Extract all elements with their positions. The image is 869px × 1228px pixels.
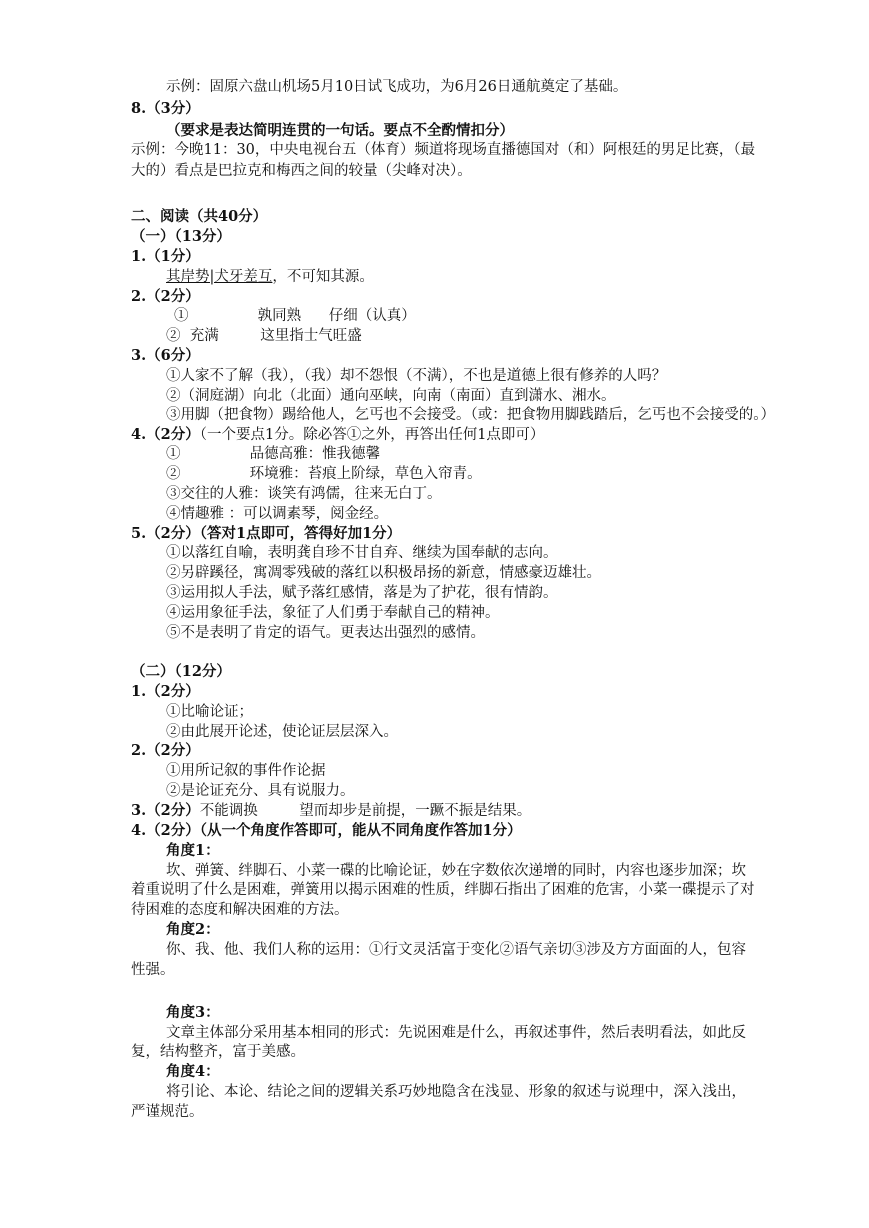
answer-rest: ，不可知其源。 <box>272 269 374 285</box>
answer-line: ② 充满 这里指士气旺盛 <box>166 328 362 344</box>
answer-line: ②（洞庭湖）向北（北面）通向巫峡，向南（南面）直到潇水、湘水。 <box>166 388 616 404</box>
answer-line: 严谨规范。 <box>131 1104 204 1120</box>
answer-line: ①以落红自喻，表明龚自珍不甘自弃、继续为国奉献的志向。 <box>166 545 558 561</box>
answer-text: 不能调换 望而却步是前提，一蹶不振是结果。 <box>199 803 532 819</box>
answer-line: ⑤不是表明了肯定的语气。更表达出强烈的感情。 <box>166 625 485 641</box>
angle-title: 角度2： <box>166 921 220 938</box>
example-text: 示例：固原六盘山机场5月10日试飞成功，为6月26日通航奠定了基础。 <box>166 79 628 95</box>
question-heading-line <box>131 801 531 821</box>
underlined-phrase: 其岸势|犬牙差互 <box>166 269 273 285</box>
question-heading: 1.（1分） <box>131 248 200 265</box>
requirement-note: （要求是表达简明连贯的一句话。要点不全酌情扣分） <box>166 122 514 139</box>
example-text: 大的）看点是巴拉克和梅西之间的较量（尖峰对决）。 <box>131 163 472 179</box>
answer-line: ① 孰同熟 仔细（认真） <box>174 308 416 324</box>
answer-line: ②由此展开论述，使论证层层深入。 <box>166 724 398 740</box>
example-text: 示例：今晚11：30，中央电视台五（体育）频道将现场直播德国对（和）阿根廷的男足比赛，（最 <box>131 142 756 158</box>
section-heading: 二、阅读（共40分） <box>131 208 268 225</box>
question-heading: 2.（2分） <box>131 288 200 305</box>
part-heading: （二）（12分） <box>131 663 231 680</box>
question-heading: 5.（2分）（答对1点即可，答得好加1分） <box>131 525 402 542</box>
answer-line <box>166 267 374 287</box>
question-heading-line <box>131 425 544 445</box>
answer-line: 坎、弹簧、绊脚石、小菜一碟的比喻论证，妙在字数依次递增的同时，内容也逐步加深；坎 <box>166 863 746 879</box>
part-heading: （一）（13分） <box>131 228 231 245</box>
answer-line: ④情趣雅 ：可以调素琴，阅金经。 <box>166 506 389 522</box>
answer-line: ② 环境雅：苔痕上阶绿，草色入帘青。 <box>166 466 482 482</box>
answer-line: ③用脚（把食物）踢给他人，乞丐也不会接受。（或：把食物用脚践踏后，乞丐也不会接受的。） <box>166 407 775 423</box>
answer-line: ④运用象征手法，象征了人们勇于奉献自己的精神。 <box>166 605 500 621</box>
answer-line: 你、我、他、我们人称的运用：①行文灵活富于变化②语气亲切③涉及方方面面的人，包容 <box>166 942 746 958</box>
question-heading: 3.（6分） <box>131 347 200 364</box>
angle-title: 角度1： <box>166 842 220 859</box>
answer-line: ③运用拟人手法，赋予落红感情，落是为了护花，很有情韵。 <box>166 585 558 601</box>
answer-line: ②另辟蹊径，寓凋零残破的落红以积极昂扬的新意，情感豪迈雄壮。 <box>166 565 601 581</box>
question-heading: 4.（2分）（从一个角度作答即可，能从不同角度作答加1分） <box>131 822 522 839</box>
question-heading: 3.（2分） <box>131 802 200 819</box>
question-heading: 8.（3分） <box>131 100 200 117</box>
answer-line: 性强。 <box>131 962 175 978</box>
answer-line: ① 品德高雅：惟我德馨 <box>166 446 381 462</box>
answer-line: 文章主体部分采用基本相同的形式：先说困难是什么，再叙述事件，然后表明看法，如此反 <box>166 1025 746 1041</box>
answer-line: 复，结构整齐，富于美感。 <box>131 1044 305 1060</box>
answer-line: ①人家不了解（我），（我）却不怨恨（不满），不也是道德上很有修养的人吗？ <box>166 368 667 384</box>
answer-line: ②是论证充分、具有说服力。 <box>166 783 355 799</box>
scoring-note: （一个要点1分。除必答①之外，再答出任何1点即可） <box>199 427 545 443</box>
question-heading: 1.（2分） <box>131 683 200 700</box>
question-heading: 4.（2分） <box>131 426 200 443</box>
answer-line: ①比喻论证； <box>166 704 253 720</box>
answer-line: 待困难的态度和解决困难的方法。 <box>131 902 349 918</box>
answer-line: 着重说明了什么是困难，弹簧用以揭示困难的性质，绊脚石指出了困难的危害，小菜一碟提示了对 <box>131 882 755 898</box>
question-heading: 2.（2分） <box>131 742 200 759</box>
answer-line: ①用所记叙的事件作论据 <box>166 763 326 779</box>
answer-line: ③交往的人雅：谈笑有鸿儒，往来无白丁。 <box>166 486 442 502</box>
angle-title: 角度4： <box>166 1063 220 1080</box>
angle-title: 角度3： <box>166 1004 220 1021</box>
answer-line: 将引论、本论、结论之间的逻辑关系巧妙地隐含在浅显、形象的叙述与说理中，深入浅出， <box>166 1084 746 1100</box>
